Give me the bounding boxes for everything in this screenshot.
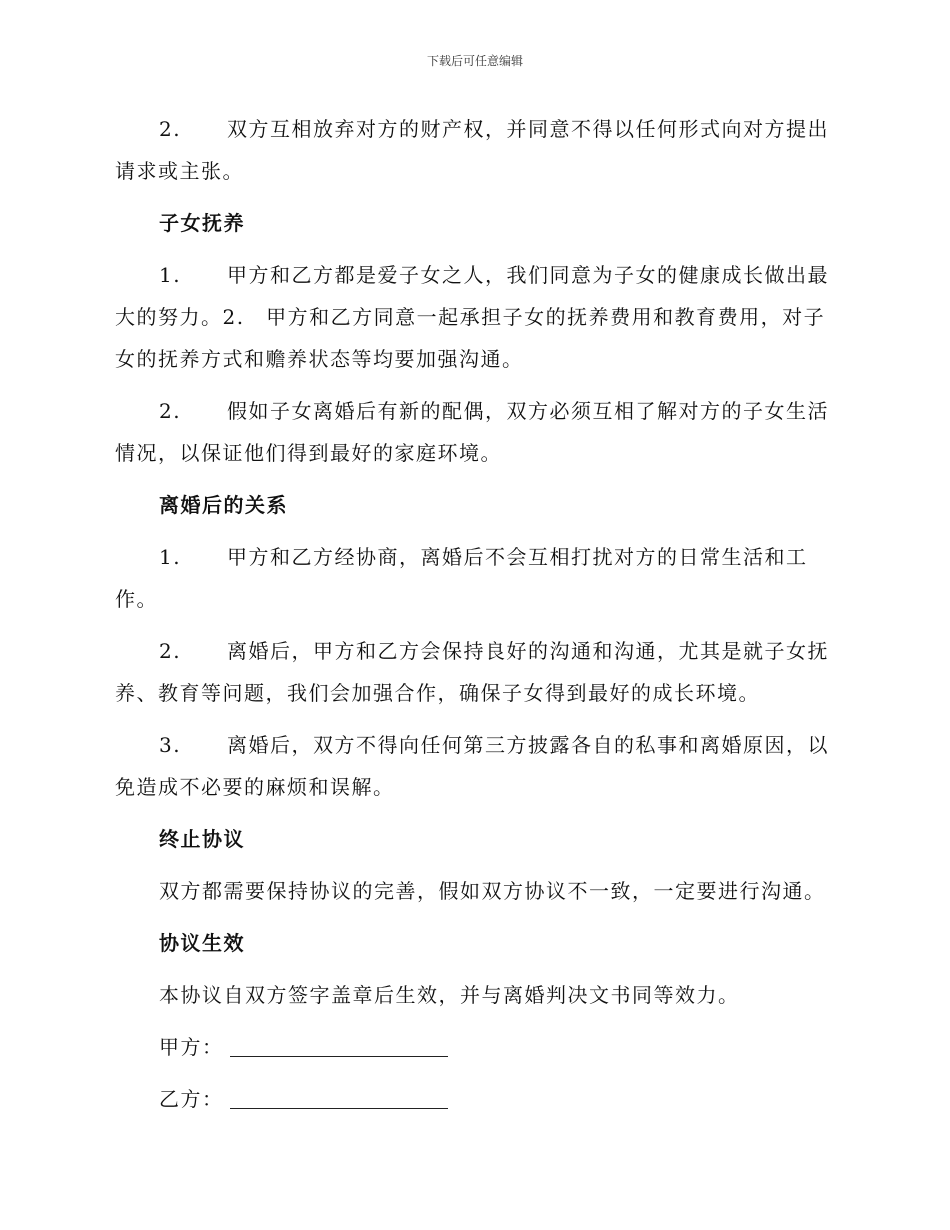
item-number: 3. [159, 733, 182, 757]
document-body [115, 108, 840, 1130]
signature-line[interactable] [230, 1078, 448, 1109]
signature-label: 甲方： [159, 1035, 224, 1059]
item-number: 1. [159, 263, 182, 287]
paragraph: 本协议自双方签字盖章后生效，并与离婚判决文书同等效力。 [159, 983, 740, 1007]
item-number: 1. [159, 545, 182, 569]
signature-label: 乙方： [159, 1087, 224, 1111]
item-number: 2. [159, 117, 182, 141]
item-text: 离婚后，双方不得向任何第三方披露各自的私事和离婚原因，以免造成不必要的麻烦和误解。 [115, 733, 829, 799]
item-text: 假如子女离婚后有新的配偶，双方必须互相了解对方的子女生活情况，以保证他们得到最好的家庭环境。 [115, 399, 829, 465]
paragraph: 双方都需要保持协议的完善，假如双方协议不一致，一定要进行沟通。 [159, 879, 826, 903]
item-number: 2. [159, 639, 182, 663]
list-item [115, 724, 840, 808]
item-text: 离婚后，甲方和乙方会保持良好的沟通和沟通，尤其是就子女抚养、教育等问题，我们会加强合作，确保子女得到最好的成长环境。 [115, 639, 829, 705]
list-item [115, 254, 840, 380]
item-text: 双方互相放弃对方的财产权，并同意不得以任何形式向对方提出请求或主张。 [115, 117, 829, 183]
signature-party-a [115, 1026, 840, 1068]
section-heading: 离婚后的关系 [159, 493, 288, 517]
list-item [115, 536, 840, 620]
list-item [115, 108, 840, 192]
section-heading: 协议生效 [159, 931, 245, 955]
section-heading: 终止协议 [159, 827, 245, 851]
item-text: 甲方和乙方都是爱子女之人，我们同意为子女的健康成长做出最大的努力。2. 甲方和乙方同意一起承担子女的抚养费用和教育费用，对子女的抚养方式和赡养状态等均要加强沟通。 [115, 263, 829, 371]
item-number: 2. [159, 399, 182, 423]
item-text: 甲方和乙方经协商，离婚后不会互相打扰对方的日常生活和工作。 [115, 545, 808, 611]
signature-line[interactable] [230, 1026, 448, 1057]
list-item [115, 390, 840, 474]
section-heading: 子女抚养 [159, 211, 245, 235]
list-item [115, 630, 840, 714]
signature-party-b [115, 1078, 840, 1120]
page-header: 下载后可任意编辑 [426, 54, 523, 68]
